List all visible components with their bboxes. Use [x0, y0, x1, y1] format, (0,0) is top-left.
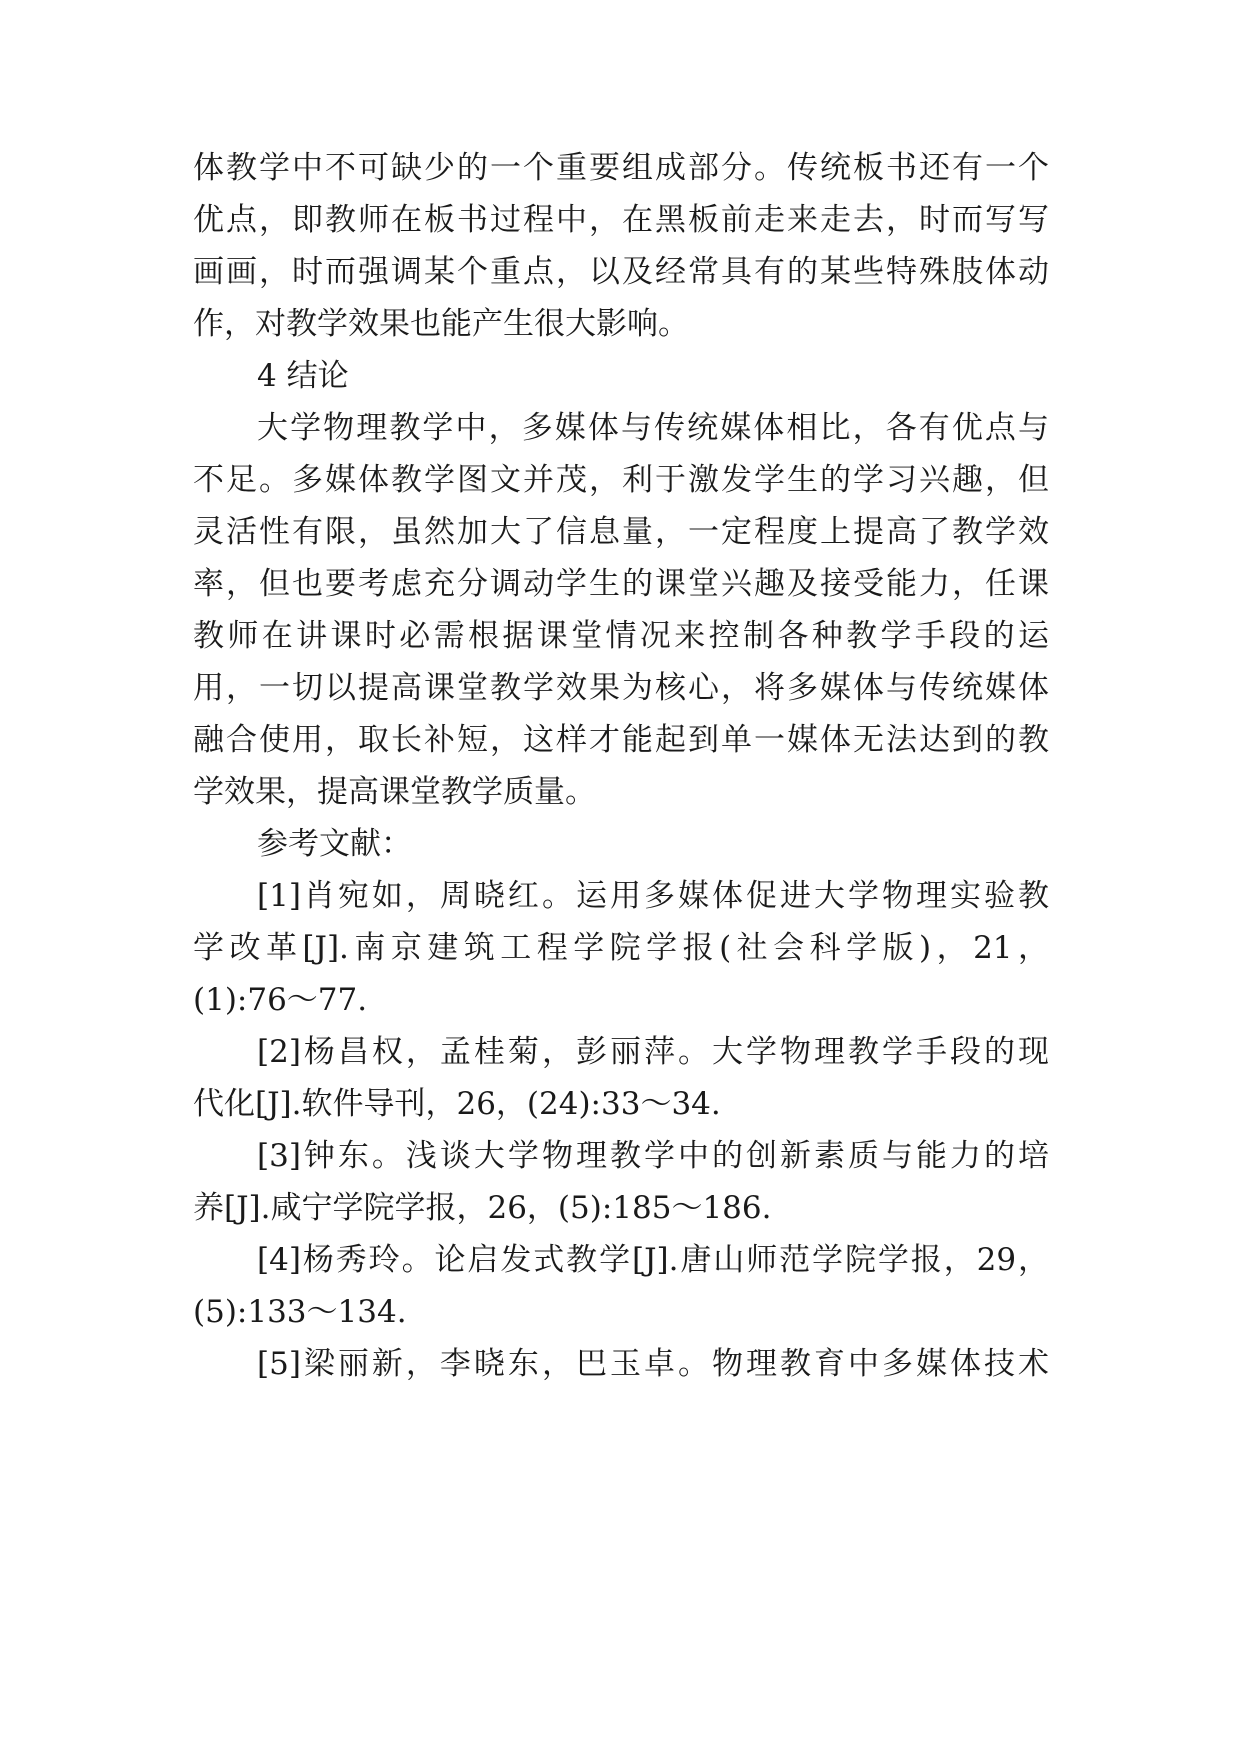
reference-line: [4]杨秀玲。论启发式教学[J].唐山师范学院学报，29， — [257, 1242, 1049, 1278]
reference-line: 养[J].咸宁学院学报，26，(5):185～186. — [193, 1190, 772, 1226]
body-text-line: 融合使用，取长补短，这样才能起到单一媒体无法达到的教 — [193, 722, 1049, 758]
body-text-line: 体教学中不可缺少的一个重要组成部分。传统板书还有一个 — [193, 150, 1049, 186]
reference-line: [1]肖宛如，周晓红。运用多媒体促进大学物理实验教 — [257, 878, 1049, 914]
body-text-line: 灵活性有限，虽然加大了信息量，一定程度上提高了教学效 — [193, 514, 1049, 550]
body-text-line: 优点，即教师在板书过程中，在黑板前走来走去，时而写写 — [193, 202, 1049, 238]
reference-line: [3]钟东。浅谈大学物理教学中的创新素质与能力的培 — [257, 1138, 1049, 1174]
body-text-line: 作，对教学效果也能产生很大影响。 — [193, 306, 689, 342]
body-text-line: 画画，时而强调某个重点，以及经常具有的某些特殊肢体动 — [193, 254, 1049, 290]
body-text-line: 教师在讲课时必需根据课堂情况来控制各种教学手段的运 — [193, 618, 1049, 654]
section-heading: 4 结论 — [257, 358, 349, 394]
reference-line: 学改革[J].南京建筑工程学院学报(社会科学版)，21， — [193, 930, 1049, 966]
body-text-line: 用，一切以提高课堂教学效果为核心，将多媒体与传统媒体 — [193, 670, 1049, 706]
reference-line: [5]梁丽新，李晓东，巴玉卓。物理教育中多媒体技术 — [257, 1346, 1049, 1382]
body-text-line: 大学物理教学中，多媒体与传统媒体相比，各有优点与 — [257, 410, 1049, 446]
reference-line: (5):133～134. — [193, 1294, 407, 1330]
references-heading: 参考文献： — [257, 826, 412, 862]
reference-line: 代化[J].软件导刊，26，(24):33～34. — [193, 1086, 721, 1122]
body-text-line: 不足。多媒体教学图文并茂，利于激发学生的学习兴趣，但 — [193, 462, 1049, 498]
body-text-line: 率，但也要考虑充分调动学生的课堂兴趣及接受能力，任课 — [193, 566, 1049, 602]
reference-line: [2]杨昌权，孟桂菊，彭丽萍。大学物理教学手段的现 — [257, 1034, 1049, 1070]
body-text-line: 学效果，提高课堂教学质量。 — [193, 774, 596, 810]
reference-line: (1):76～77. — [193, 982, 368, 1018]
